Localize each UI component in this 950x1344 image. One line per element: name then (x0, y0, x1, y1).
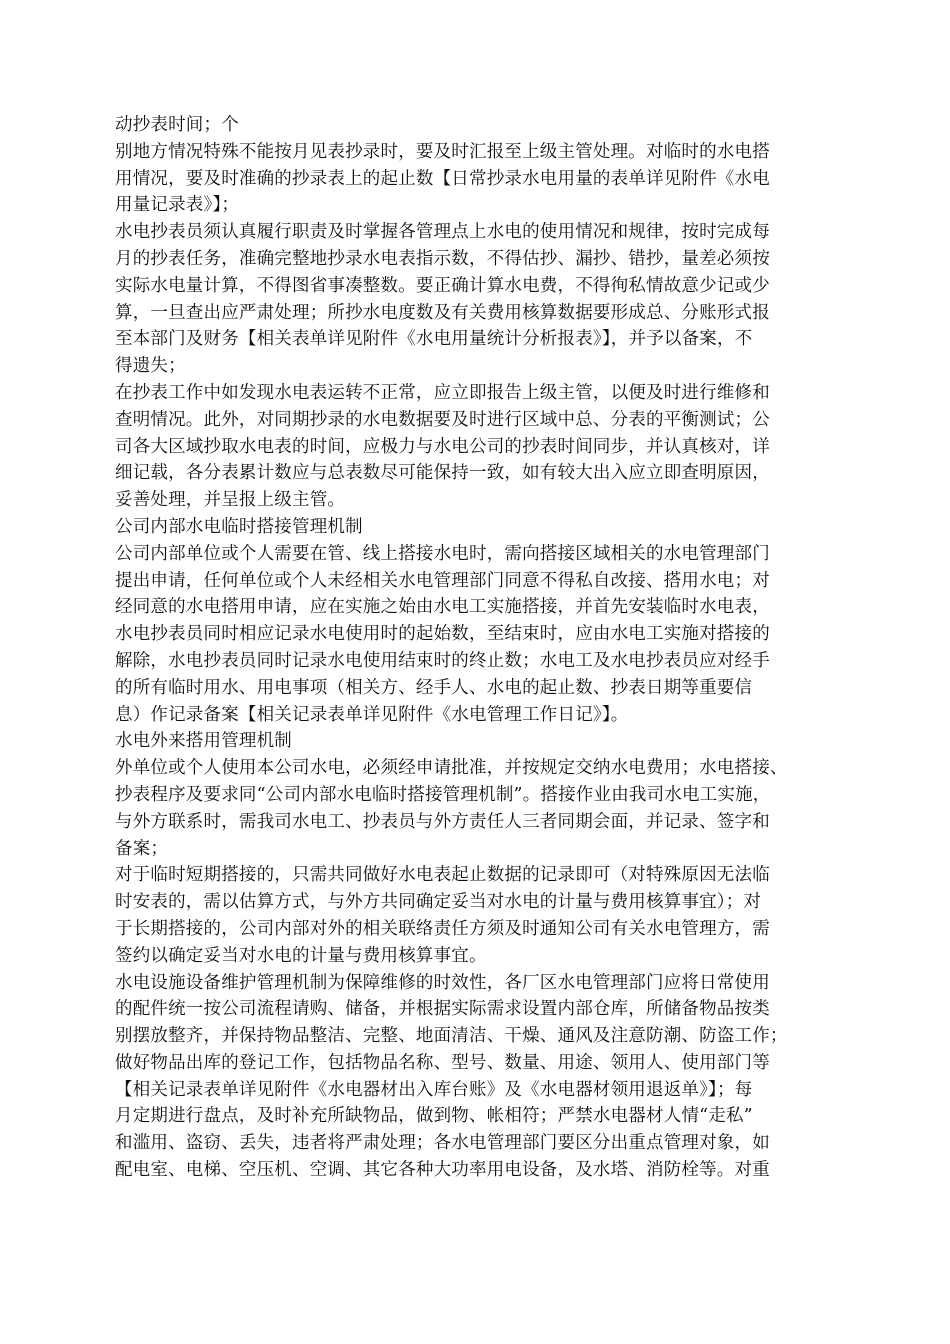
text-line: 月定期进行盘点，及时补充所缺物品，做到物、帐相符；严禁水电器材人情“走私” (115, 1106, 753, 1127)
document-body (115, 112, 830, 1184)
text-line: 和滥用、盗窃、丢失，违者将严肃处理；各水电管理部门要区分出重点管理对象，如 (115, 1133, 770, 1154)
text-line: 公司内部单位或个人需要在管、线上搭接水电时，需向搭接区域相关的水电管理部门 (115, 543, 770, 564)
text-line: 水电抄表员须认真履行职责及时掌握各管理点上水电的使用情况和规律，按时完成每 (115, 222, 770, 243)
text-line: 别摆放整齐，并保持物品整洁、完整、地面清洁、干燥、通风及注意防潮、防盗工作； (115, 1026, 788, 1047)
text-line: 水电设施设备维护管理机制为保障维修的时效性，各厂区水电管理部门应将日常使用 (115, 972, 770, 993)
text-line: 提出申请，任何单位或个人未经相关水电管理部门同意不得私自改接、搭用水电；对 (115, 570, 770, 591)
text-line: 与外方联系时，需我司水电工、抄表员与外方责任人三者同期会面，并记录、签字和 (115, 811, 770, 832)
text-line: 司各大区域抄取水电表的时间，应极力与水电公司的抄表时间同步，并认真核对，详 (115, 436, 770, 457)
text-line: 时安表的，需以估算方式，与外方共同确定妥当对水电的计量与费用核算事宜）；对 (115, 892, 762, 913)
text-line: 用量记录表》】； (115, 195, 240, 216)
text-line: 解除，水电抄表员同时记录水电使用结束时的终止数；水电工及水电抄表员应对经手 (115, 650, 770, 671)
text-line: 息）作记录备案【相关记录表单详见附件《水电管理工作日记》】。 (115, 704, 629, 725)
text-line: 对于临时短期搭接的，只需共同做好水电表起止数据的记录即可（对特殊原因无法临 (115, 865, 770, 886)
text-line: 经同意的水电搭用申请，应在实施之始由水电工实施搭接，并首先安装临时水电表， (115, 597, 770, 618)
section-heading: 水电外来搭用管理机制 (115, 731, 292, 752)
text-line: 水电抄表员同时相应记录水电使用时的起始数，至结束时，应由水电工实施对搭接的 (115, 624, 770, 645)
text-line: 的所有临时用水、用电事项（相关方、经手人、水电的起止数、抄表日期等重要信 (115, 677, 753, 698)
text-line: 得遗失； (115, 356, 186, 377)
text-line: 签约以确定妥当对水电的计量与费用核算事宜。 (115, 945, 487, 966)
text-line: 在抄表工作中如发现水电表运转不正常，应立即报告上级主管，以便及时进行维修和 (115, 382, 770, 403)
text-line: 至本部门及财务【相关表单详见附件《水电用量统计分析报表》】，并予以备案，不 (115, 329, 753, 350)
text-line: 查明情况。此外，对同期抄录的水电数据要及时进行区域中总、分表的平衡测试；公 (115, 409, 770, 430)
text-line: 【相关记录表单详见附件《水电器材出入库台账》及《水电器材领用退返单》】；每 (115, 1079, 753, 1100)
text-line: 抄表程序及要求同“公司内部水电临时搭接管理机制”。搭接作业由我司水电工实施， (115, 784, 771, 805)
text-line: 月的抄表任务，准确完整地抄录水电表指示数，不得估抄、漏抄、错抄，量差必须按 (115, 248, 770, 269)
text-line: 配电室、电梯、空压机、空调、其它各种大功率用电设备，及水塔、消防栓等。对重 (115, 1160, 770, 1181)
text-line: 于长期搭接的，公司内部对外的相关联络责任方须及时通知公司有关水电管理方，需 (115, 918, 770, 939)
text-line: 动抄表时间；个 (115, 115, 239, 135)
section-heading: 公司内部水电临时搭接管理机制 (115, 516, 363, 537)
text-line: 外单位或个人使用本公司水电，必须经申请批准，并按规定交纳水电费用；水电搭接、 (115, 758, 788, 779)
text-line: 的配件统一按公司流程请购、储备，并根据实际需求设置内部仓库，所储备物品按类 (115, 999, 770, 1020)
text-line: 别地方情况特殊不能按月见表抄录时，要及时汇报至上级主管处理。对临时的水电搭 (115, 141, 770, 162)
text-line: 算，一旦查出应严肃处理；所抄水电度数及有关费用核算数据要形成总、分账形式报 (115, 302, 770, 323)
text-line: 备案； (115, 838, 169, 859)
text-line: 妥善处理，并呈报上级主管。 (115, 490, 346, 511)
text-line: 细记载，各分表累计数应与总表数尽可能保持一致，如有较大出入应立即查明原因， (115, 463, 770, 484)
text-line: 实际水电量计算，不得图省事凑整数。要正确计算水电费，不得徇私情故意少记或少 (115, 275, 770, 296)
text-line: 用情况，要及时准确的抄录表上的起止数【日常抄录水电用量的表单详见附件《水电 (115, 168, 770, 189)
text-line: 做好物品出库的登记工作，包括物品名称、型号、数量、用途、领用人、使用部门等 (115, 1052, 770, 1073)
